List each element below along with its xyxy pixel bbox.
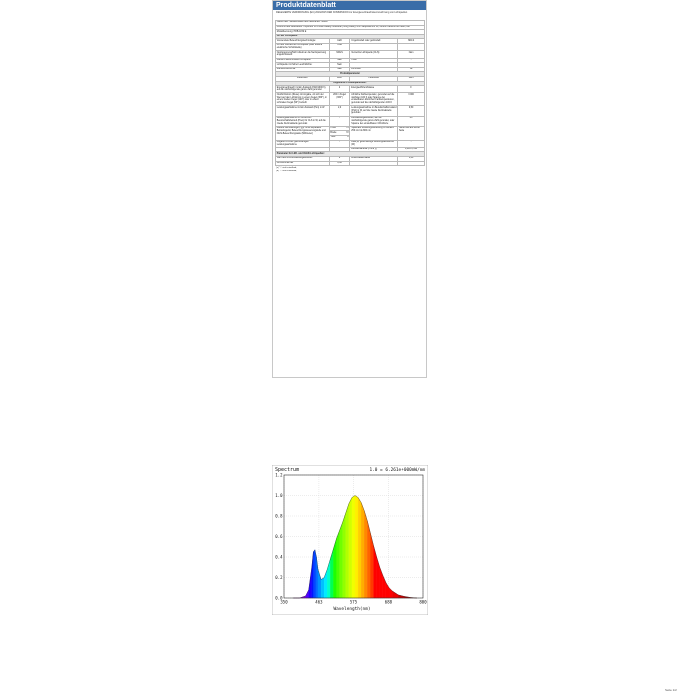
- table-cell: 3 000: [398, 93, 425, 106]
- type-row: [276, 51, 425, 58]
- table-cell: NMLS: [329, 51, 350, 58]
- table-cell: 1,00: [398, 157, 425, 162]
- table-cell: Parameter: [350, 76, 398, 81]
- table-cell: Wert: [329, 76, 350, 81]
- spectrum-segment: [358, 498, 361, 598]
- table-cell: NDLS: [398, 39, 425, 44]
- table-cell: [350, 43, 398, 50]
- table-cell: Lichtstromerhalt: [276, 161, 330, 166]
- spectrum-chart: [272, 465, 428, 615]
- table-cell: 0,50: [398, 106, 425, 116]
- x-tick-label: 463: [315, 599, 323, 605]
- table-cell: Allgemeine Produktparameter:: [276, 81, 425, 86]
- x-tick-label: 575: [349, 599, 358, 605]
- table-cell: -: [398, 58, 425, 63]
- table-cell: Blendschutzschild:: [276, 67, 330, 72]
- table-cell: Energieverbrauch im Ein-Zustand (kWh/1000 h), auf die nächstfolgende ganze Zahl gerundet: [276, 86, 330, 93]
- spectrum-segment: [337, 530, 340, 598]
- x-axis-label: Wavelength(nm): [333, 607, 371, 612]
- spectrum-segment: [343, 513, 346, 598]
- spectrum-segment: [355, 496, 358, 599]
- spectrum-segment: [346, 504, 349, 598]
- table-cell: Angabe zu einer gleichwertigen Leistungsaufnahme: [276, 140, 330, 147]
- table-cell: -: [398, 140, 425, 147]
- table-cell: Lebensdauerfaktor: [350, 157, 398, 162]
- table-cell: Lichtquelle mit hoher Leuchtdichte:: [276, 63, 330, 68]
- table-cell: Name oder Handelsmarke des Lieferanten: Molus: [276, 21, 425, 26]
- table-cell: Spektrale Strahlungsverteilung im Bereich 250 nm bis 800 nm: [350, 126, 398, 140]
- y-tick-label: 1.0: [275, 492, 283, 498]
- table-cell: Modellkennung: PRB-1159 E: [276, 30, 425, 35]
- chart-title: Spectrum: [275, 467, 300, 473]
- table-cell: Dimmbar:: [350, 67, 398, 72]
- table-cell: Vernetzte Lichtquelle (CLS):: [350, 51, 398, 58]
- table-cell: Produktparameter: [276, 72, 425, 77]
- table-cell: Hülle:: [350, 58, 398, 63]
- table-cell: Ähnliche Farbtemperatur, gerundet auf die nächsten 100 K oder Spanne der einstellbaren ähnlichen Farbtemperaturen, gerundet auf die nächstfolgenden 100 K: [350, 93, 398, 106]
- table-cell: (a) "-": nicht zutreffend;: [276, 166, 297, 169]
- table-cell: [398, 43, 425, 50]
- y-tick-label: 0.8: [275, 513, 283, 519]
- dims-value: 76: [346, 127, 349, 130]
- dims-key: Tiefe: [330, 136, 336, 139]
- table-cell: Verwendete Beleuchtungstechnologie:: [276, 39, 330, 44]
- type-row: [276, 43, 425, 50]
- table-cell: Art der Lichtquelle:: [276, 34, 425, 39]
- y-tick-label: 0.0: [275, 595, 283, 601]
- table-cell: 0,426 0,391: [398, 147, 425, 152]
- table-cell: Anschrift des Lieferanten: Importeur für Power Beauty Industrial (Hong Guan), Am Hauptbahnhof 10, 60329 Frankfurt am Main, DE: [276, 25, 425, 30]
- general-row: [276, 106, 425, 116]
- dims-key: Höhe: [330, 127, 336, 130]
- x-tick-label: 800: [419, 599, 427, 605]
- product-table: [275, 20, 425, 173]
- y-tick-label: 0.6: [275, 533, 283, 539]
- table-cell: Art des Sockels der Lichtquelle (oder andere elektrische Schnittstelle): [276, 43, 330, 50]
- dims-row: [276, 126, 425, 131]
- table-cell: Parameter: [276, 76, 330, 81]
- table-cell: 200 in Kugel (360°): [329, 93, 350, 106]
- page-number: Seite 1/2: [665, 688, 677, 692]
- table-cell: Siehe Bild auf letzter Seite: [398, 126, 425, 140]
- y-tick-label: 0.4: [275, 554, 283, 560]
- spectrum-segment: [361, 503, 364, 598]
- table-cell: Ungebündelt oder gebündelt:: [350, 39, 398, 44]
- product-data-sheet: [272, 0, 427, 378]
- spectrum-segment: [340, 522, 343, 598]
- table-cell: Ja: [398, 67, 425, 72]
- table-cell: Nein: [398, 51, 425, 58]
- table-cell: 0: [329, 157, 350, 162]
- equiv-row: [276, 140, 425, 147]
- table-cell: 80: [398, 116, 425, 126]
- table-cell: Energieeffizienzklasse: [350, 86, 398, 93]
- table-cell: LED: [329, 39, 350, 44]
- table-cell: Nein: [329, 67, 350, 72]
- spectrum-segment: [349, 498, 352, 598]
- table-cell: F: [398, 86, 425, 93]
- footnote-row: [276, 170, 425, 174]
- table-cell: Nutzlichtstrom (Φuse) mit Angabe, ob sich der Wert auf den Lichtstrom in einem Kegel (360°), in einem breiten Kegel (120°) oder in einem schmalen Kegel (90°) bezieht: [276, 93, 330, 106]
- table-cell: 2: [329, 86, 350, 93]
- table-cell: -: [329, 116, 350, 126]
- table-cell: Farbwertanteile (x und y): [350, 147, 398, 152]
- spectrum-segment: [352, 496, 355, 599]
- spectrum-segment: [313, 550, 315, 598]
- dims-value: 72: [346, 131, 349, 134]
- page-title: Produktdatenblatt: [276, 2, 336, 9]
- x-tick-label: 350: [280, 599, 288, 605]
- table-cell: (b) "-": nicht zutreffend;: [276, 170, 297, 173]
- table-cell: Äußere Abmessungen, ggf. ohne separates Betriebsgerät, Beleuchtungssteuerungsteile und Nicht-Beleuchtungsteile (Millimeter): [276, 126, 330, 140]
- dims-value: 8: [347, 136, 349, 139]
- table-cell: 2,0: [329, 106, 350, 116]
- table-cell: -: [329, 140, 350, 147]
- table-cell: Parameter für LED- und OLED-Lichtquellen:: [276, 152, 425, 157]
- table-cell: Nein: [329, 63, 350, 68]
- table-cell: Wert: [398, 76, 425, 81]
- spectrum-segment: [364, 511, 367, 598]
- table-cell: Falls ja, gleichwertige Leistungsaufnahme (W): [350, 140, 398, 147]
- spectrum-segment: [315, 550, 317, 598]
- table-cell: Netzspannung/Nicht direkt an die Netzspannung angeschlossen:: [276, 51, 330, 58]
- x-tick-label: 688: [384, 599, 393, 605]
- table-cell: Leistungsaufnahme im vernetzten Bereitschaftsbetrieb (Pnet) für CLS in W, auf die zweite Dezimalstelle gerundet: [276, 116, 330, 126]
- y-tick-label: 1.2: [275, 472, 283, 478]
- product-table-wrap: [275, 20, 425, 173]
- general-row: [276, 93, 425, 106]
- table-cell: Nein: [329, 58, 350, 63]
- general-row: [276, 86, 425, 93]
- regulation-subtitle: DELEGIERTE VERORDNUNG (EU) 2019/2015 DER KOMMISSION zur Energieverbrauchskennzeichnung von Lichtquellen: [276, 11, 408, 14]
- table-cell: Leistungsaufnahme im Bereitschaftszustand (Psb) in W, auf die zweite Dezimalstelle gerundet: [351, 106, 397, 115]
- spectrum-segment: [321, 578, 324, 599]
- general-row: [276, 116, 425, 126]
- y-tick-label: 0.2: [275, 574, 283, 580]
- table-cell: Farblich abstimmbare Lichtquelle:: [276, 58, 330, 63]
- spectrum-segment: [367, 521, 370, 598]
- table-cell: Farbwiedergabeindex, auf die nächstfolgende ganze Zahl gerundet, oder Spanne der einstellbaren CRI-Werte: [350, 116, 398, 126]
- table-cell: USB: [329, 43, 350, 50]
- table-cell: 0,96: [329, 161, 350, 166]
- table-cell: Wert des R9-Farbwiedergabeindex: [276, 157, 330, 162]
- table-cell: Leistungsaufnahme im Ein-Zustand (Pon) in W: [276, 106, 330, 116]
- chart-annotation: 1.0 = 6.261e+000mW/nm: [369, 468, 425, 473]
- dims-key: Breite: [330, 131, 337, 134]
